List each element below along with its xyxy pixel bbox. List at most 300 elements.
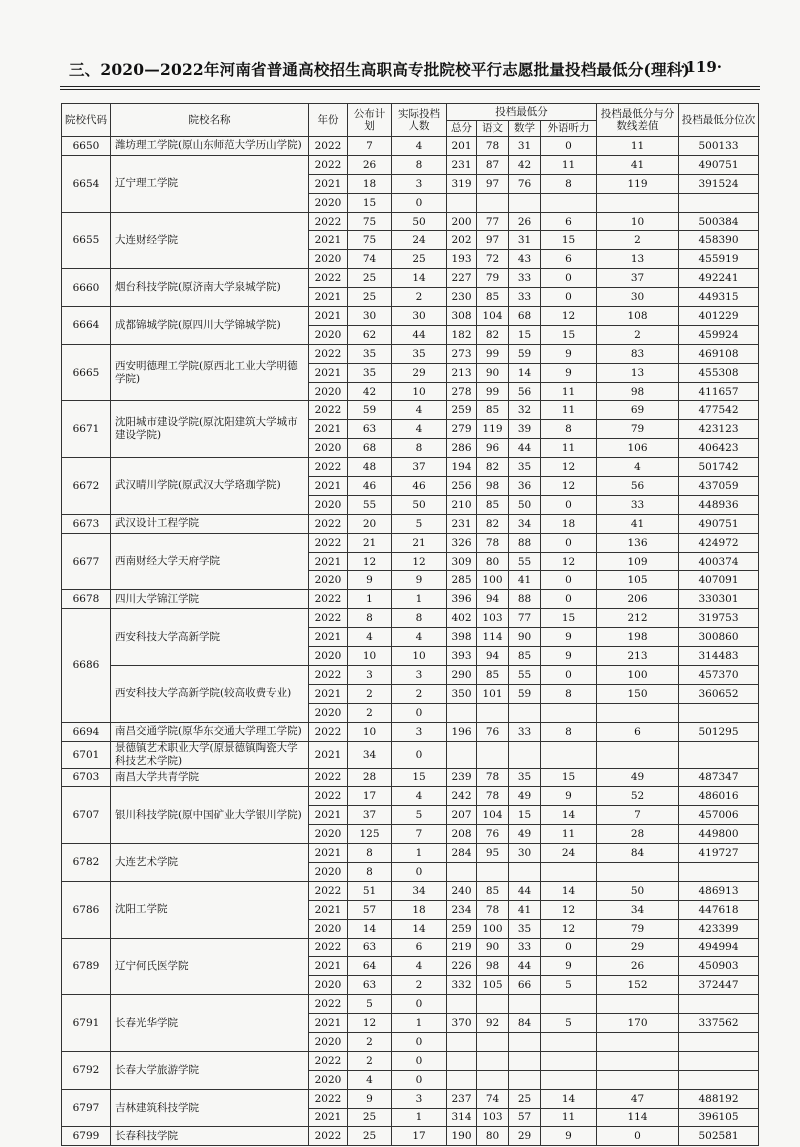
school-code-cell: 6791 — [62, 995, 111, 1052]
admitted-cell: 18 — [392, 900, 447, 919]
score-diff-cell — [597, 995, 679, 1014]
year-cell: 2021 — [309, 363, 348, 382]
foreign-listening-cell — [541, 862, 597, 881]
school-name-cell: 长春光华学院 — [111, 995, 309, 1052]
year-cell: 2022 — [309, 514, 348, 533]
admitted-cell: 8 — [392, 609, 447, 628]
rank-cell: 391524 — [679, 174, 759, 193]
total-score-cell — [447, 1032, 477, 1051]
plan-cell: 35 — [348, 344, 392, 363]
math-score-cell: 56 — [509, 382, 541, 401]
plan-cell: 4 — [348, 628, 392, 647]
table-row — [62, 458, 759, 477]
score-diff-cell — [597, 1070, 679, 1089]
math-score-cell: 26 — [509, 212, 541, 231]
chinese-score-cell: 80 — [477, 1127, 509, 1146]
year-cell: 2020 — [309, 1070, 348, 1089]
year-cell: 2021 — [309, 628, 348, 647]
total-score-cell: 398 — [447, 628, 477, 647]
foreign-listening-cell: 6 — [541, 250, 597, 269]
chinese-score-cell: 104 — [477, 307, 509, 326]
rank-cell: 401229 — [679, 307, 759, 326]
chinese-score-cell: 92 — [477, 1014, 509, 1033]
plan-cell: 12 — [348, 1014, 392, 1033]
school-name-cell: 景德镇艺术职业大学(原景德镇陶瓷大学科技艺术学院) — [111, 741, 309, 768]
math-score-cell: 35 — [509, 919, 541, 938]
year-cell: 2022 — [309, 533, 348, 552]
plan-cell: 75 — [348, 212, 392, 231]
foreign-listening-cell: 9 — [541, 344, 597, 363]
col-header-diff: 投档最低分与分数线差值 — [597, 104, 679, 137]
plan-cell: 37 — [348, 806, 392, 825]
chinese-score-cell: 78 — [477, 533, 509, 552]
math-score-cell: 34 — [509, 514, 541, 533]
school-name-cell: 吉林建筑科技学院 — [111, 1089, 309, 1127]
year-cell: 2020 — [309, 495, 348, 514]
chinese-score-cell — [477, 995, 509, 1014]
plan-cell: 9 — [348, 1089, 392, 1108]
chinese-score-cell: 74 — [477, 1089, 509, 1108]
score-diff-cell: 79 — [597, 420, 679, 439]
plan-cell: 59 — [348, 401, 392, 420]
plan-cell: 74 — [348, 250, 392, 269]
school-code-cell: 6655 — [62, 212, 111, 269]
admitted-cell: 30 — [392, 307, 447, 326]
total-score-cell: 326 — [447, 533, 477, 552]
math-score-cell: 88 — [509, 590, 541, 609]
foreign-listening-cell: 12 — [541, 458, 597, 477]
school-code-cell: 6694 — [62, 722, 111, 741]
foreign-listening-cell: 11 — [541, 1108, 597, 1127]
foreign-listening-cell — [541, 995, 597, 1014]
year-cell: 2020 — [309, 325, 348, 344]
admitted-cell: 1 — [392, 844, 447, 863]
total-score-cell: 234 — [447, 900, 477, 919]
rank-cell: 406423 — [679, 439, 759, 458]
year-cell: 2021 — [309, 684, 348, 703]
school-code-cell: 6665 — [62, 344, 111, 401]
plan-cell: 2 — [348, 1032, 392, 1051]
total-score-cell — [447, 703, 477, 722]
chinese-score-cell — [477, 741, 509, 768]
year-cell: 2020 — [309, 862, 348, 881]
school-name-cell: 武汉设计工程学院 — [111, 514, 309, 533]
school-name-cell: 西安明德理工学院(原西北工业大学明德学院) — [111, 344, 309, 401]
score-diff-cell: 170 — [597, 1014, 679, 1033]
year-cell: 2022 — [309, 458, 348, 477]
foreign-listening-cell: 8 — [541, 174, 597, 193]
admitted-cell: 0 — [392, 1051, 447, 1070]
admitted-cell: 7 — [392, 825, 447, 844]
admitted-cell: 0 — [392, 193, 447, 212]
year-cell: 2022 — [309, 344, 348, 363]
total-score-cell: 309 — [447, 552, 477, 571]
score-diff-cell: 56 — [597, 477, 679, 496]
plan-cell: 9 — [348, 571, 392, 590]
school-name-cell: 西南财经大学天府学院 — [111, 533, 309, 590]
admitted-cell: 35 — [392, 344, 447, 363]
rank-cell: 372447 — [679, 976, 759, 995]
total-score-cell: 396 — [447, 590, 477, 609]
col-header-min-score-group: 投档最低分 — [447, 104, 597, 121]
school-name-cell: 大连艺术学院 — [111, 844, 309, 882]
total-score-cell: 332 — [447, 976, 477, 995]
rank-cell: 448936 — [679, 495, 759, 514]
admitted-cell: 44 — [392, 325, 447, 344]
plan-cell: 8 — [348, 844, 392, 863]
page-number: ·119· — [680, 58, 722, 76]
chinese-score-cell: 96 — [477, 439, 509, 458]
plan-cell: 64 — [348, 957, 392, 976]
math-score-cell: 49 — [509, 787, 541, 806]
header-rule — [60, 89, 760, 90]
school-code-cell: 6797 — [62, 1089, 111, 1127]
school-name-cell: 大连财经学院 — [111, 212, 309, 269]
plan-cell: 4 — [348, 1070, 392, 1089]
chinese-score-cell: 103 — [477, 1108, 509, 1127]
total-score-cell: 290 — [447, 665, 477, 684]
rank-cell — [679, 741, 759, 768]
year-cell: 2021 — [309, 552, 348, 571]
school-code-cell: 6671 — [62, 401, 111, 458]
total-score-cell: 259 — [447, 401, 477, 420]
plan-cell: 8 — [348, 862, 392, 881]
total-score-cell: 256 — [447, 477, 477, 496]
school-code-cell: 6782 — [62, 844, 111, 882]
school-code-cell: 6792 — [62, 1051, 111, 1089]
table-row — [62, 269, 759, 288]
rank-cell: 319753 — [679, 609, 759, 628]
total-score-cell: 308 — [447, 307, 477, 326]
col-header-year: 年份 — [309, 104, 348, 137]
total-score-cell: 201 — [447, 137, 477, 156]
total-score-cell: 259 — [447, 919, 477, 938]
score-diff-cell: 114 — [597, 1108, 679, 1127]
foreign-listening-cell: 0 — [541, 533, 597, 552]
rank-cell: 423123 — [679, 420, 759, 439]
total-score-cell — [447, 995, 477, 1014]
school-name-cell: 沈阳城市建设学院(原沈阳建筑大学城市建设学院) — [111, 401, 309, 458]
school-code-cell: 6686 — [62, 609, 111, 722]
chinese-score-cell — [477, 862, 509, 881]
school-code-cell: 6654 — [62, 155, 111, 212]
admitted-cell: 4 — [392, 420, 447, 439]
chinese-score-cell: 76 — [477, 722, 509, 741]
plan-cell: 25 — [348, 1108, 392, 1127]
math-score-cell: 35 — [509, 768, 541, 787]
plan-cell: 63 — [348, 420, 392, 439]
admitted-cell: 2 — [392, 684, 447, 703]
score-diff-cell: 106 — [597, 439, 679, 458]
plan-cell: 25 — [348, 269, 392, 288]
score-diff-cell — [597, 703, 679, 722]
total-score-cell: 196 — [447, 722, 477, 741]
school-code-cell: 6701 — [62, 741, 111, 768]
score-diff-cell: 30 — [597, 288, 679, 307]
math-score-cell: 33 — [509, 938, 541, 957]
math-score-cell: 33 — [509, 722, 541, 741]
admitted-cell: 17 — [392, 1127, 447, 1146]
rank-cell: 360652 — [679, 684, 759, 703]
plan-cell: 15 — [348, 193, 392, 212]
plan-cell: 8 — [348, 609, 392, 628]
math-score-cell — [509, 1032, 541, 1051]
math-score-cell: 77 — [509, 609, 541, 628]
admitted-cell: 12 — [392, 552, 447, 571]
total-score-cell: 284 — [447, 844, 477, 863]
rank-cell: 492241 — [679, 269, 759, 288]
admitted-cell: 24 — [392, 231, 447, 250]
math-score-cell: 15 — [509, 325, 541, 344]
admitted-cell: 4 — [392, 401, 447, 420]
score-diff-cell: 100 — [597, 665, 679, 684]
foreign-listening-cell: 14 — [541, 806, 597, 825]
foreign-listening-cell — [541, 193, 597, 212]
score-diff-cell: 28 — [597, 825, 679, 844]
rank-cell: 457370 — [679, 665, 759, 684]
math-score-cell: 57 — [509, 1108, 541, 1127]
admitted-cell: 29 — [392, 363, 447, 382]
chinese-score-cell — [477, 1032, 509, 1051]
year-cell: 2022 — [309, 1051, 348, 1070]
total-score-cell: 182 — [447, 325, 477, 344]
plan-cell: 35 — [348, 363, 392, 382]
score-diff-cell: 29 — [597, 938, 679, 957]
chinese-score-cell: 77 — [477, 212, 509, 231]
score-diff-cell: 13 — [597, 363, 679, 382]
year-cell: 2020 — [309, 825, 348, 844]
foreign-listening-cell — [541, 1032, 597, 1051]
school-code-cell: 6678 — [62, 590, 111, 609]
math-score-cell: 68 — [509, 307, 541, 326]
chinese-score-cell: 90 — [477, 363, 509, 382]
score-diff-cell — [597, 862, 679, 881]
admitted-cell: 8 — [392, 155, 447, 174]
rank-cell — [679, 1032, 759, 1051]
chinese-score-cell: 82 — [477, 514, 509, 533]
total-score-cell: 207 — [447, 806, 477, 825]
score-diff-cell: 7 — [597, 806, 679, 825]
math-score-cell: 14 — [509, 363, 541, 382]
admitted-cell: 15 — [392, 768, 447, 787]
foreign-listening-cell: 9 — [541, 1127, 597, 1146]
foreign-listening-cell: 14 — [541, 881, 597, 900]
rank-cell — [679, 995, 759, 1014]
foreign-listening-cell: 9 — [541, 787, 597, 806]
math-score-cell — [509, 741, 541, 768]
math-score-cell: 41 — [509, 571, 541, 590]
rank-cell: 486016 — [679, 787, 759, 806]
chinese-score-cell: 72 — [477, 250, 509, 269]
plan-cell: 10 — [348, 647, 392, 666]
chinese-score-cell: 76 — [477, 825, 509, 844]
admitted-cell: 1 — [392, 1014, 447, 1033]
rank-cell: 500133 — [679, 137, 759, 156]
math-score-cell: 36 — [509, 477, 541, 496]
table-row — [62, 1051, 759, 1070]
foreign-listening-cell — [541, 703, 597, 722]
score-diff-cell — [597, 1051, 679, 1070]
year-cell: 2020 — [309, 382, 348, 401]
year-cell: 2020 — [309, 571, 348, 590]
foreign-listening-cell: 12 — [541, 307, 597, 326]
total-score-cell: 286 — [447, 439, 477, 458]
plan-cell: 26 — [348, 155, 392, 174]
rank-cell: 447618 — [679, 900, 759, 919]
col-header-math: 数学 — [509, 120, 541, 137]
chinese-score-cell — [477, 1051, 509, 1070]
admitted-cell: 1 — [392, 590, 447, 609]
plan-cell: 21 — [348, 533, 392, 552]
score-diff-cell: 34 — [597, 900, 679, 919]
rank-cell: 450903 — [679, 957, 759, 976]
school-code-cell: 6672 — [62, 458, 111, 515]
math-score-cell: 55 — [509, 665, 541, 684]
table-row — [62, 1127, 759, 1146]
rank-cell: 477542 — [679, 401, 759, 420]
math-score-cell — [509, 1070, 541, 1089]
table-row — [62, 514, 759, 533]
plan-cell: 18 — [348, 174, 392, 193]
school-code-cell: 6786 — [62, 881, 111, 938]
chinese-score-cell: 85 — [477, 665, 509, 684]
col-header-rank: 投档最低分位次 — [679, 104, 759, 137]
score-diff-cell: 4 — [597, 458, 679, 477]
year-cell: 2022 — [309, 665, 348, 684]
page-header — [0, 58, 800, 84]
total-score-cell — [447, 741, 477, 768]
chinese-score-cell: 95 — [477, 844, 509, 863]
admission-score-table — [61, 103, 759, 1146]
rank-cell: 400374 — [679, 552, 759, 571]
admitted-cell: 4 — [392, 787, 447, 806]
plan-cell: 51 — [348, 881, 392, 900]
foreign-listening-cell: 0 — [541, 571, 597, 590]
year-cell: 2022 — [309, 609, 348, 628]
chinese-score-cell: 87 — [477, 155, 509, 174]
rank-cell: 419727 — [679, 844, 759, 863]
chinese-score-cell: 79 — [477, 269, 509, 288]
foreign-listening-cell: 0 — [541, 938, 597, 957]
col-header-admitted: 实际投档人数 — [392, 104, 447, 137]
total-score-cell: 231 — [447, 514, 477, 533]
school-name-cell: 南昌大学共青学院 — [111, 768, 309, 787]
chinese-score-cell: 78 — [477, 137, 509, 156]
rank-cell — [679, 1051, 759, 1070]
school-name-cell: 烟台科技学院(原济南大学泉城学院) — [111, 269, 309, 307]
chinese-score-cell: 114 — [477, 628, 509, 647]
rank-cell: 457006 — [679, 806, 759, 825]
admitted-cell: 34 — [392, 881, 447, 900]
table-row — [62, 787, 759, 806]
total-score-cell: 402 — [447, 609, 477, 628]
math-score-cell: 39 — [509, 420, 541, 439]
foreign-listening-cell: 14 — [541, 1089, 597, 1108]
rank-cell: 455919 — [679, 250, 759, 269]
chinese-score-cell: 97 — [477, 231, 509, 250]
year-cell: 2021 — [309, 900, 348, 919]
chinese-score-cell: 85 — [477, 401, 509, 420]
school-name-cell: 西安科技大学高新学院(较高收费专业) — [111, 665, 309, 722]
math-score-cell — [509, 703, 541, 722]
rank-cell: 396105 — [679, 1108, 759, 1127]
foreign-listening-cell: 11 — [541, 155, 597, 174]
year-cell: 2021 — [309, 741, 348, 768]
year-cell: 2022 — [309, 938, 348, 957]
total-score-cell: 219 — [447, 938, 477, 957]
rank-cell: 459924 — [679, 325, 759, 344]
score-diff-cell: 84 — [597, 844, 679, 863]
math-score-cell: 49 — [509, 825, 541, 844]
total-score-cell: 278 — [447, 382, 477, 401]
year-cell: 2021 — [309, 231, 348, 250]
table-row — [62, 212, 759, 231]
chinese-score-cell: 85 — [477, 495, 509, 514]
admitted-cell: 0 — [392, 862, 447, 881]
rank-cell: 486913 — [679, 881, 759, 900]
table-body — [62, 137, 759, 1146]
math-score-cell: 85 — [509, 647, 541, 666]
plan-cell: 17 — [348, 787, 392, 806]
foreign-listening-cell: 15 — [541, 325, 597, 344]
score-diff-cell: 11 — [597, 137, 679, 156]
chinese-score-cell: 85 — [477, 881, 509, 900]
total-score-cell: 227 — [447, 269, 477, 288]
math-score-cell: 31 — [509, 137, 541, 156]
school-code-cell: 6673 — [62, 514, 111, 533]
admitted-cell: 6 — [392, 938, 447, 957]
foreign-listening-cell: 0 — [541, 288, 597, 307]
table-row — [62, 401, 759, 420]
chinese-score-cell: 85 — [477, 288, 509, 307]
year-cell: 2020 — [309, 703, 348, 722]
score-diff-cell: 152 — [597, 976, 679, 995]
chinese-score-cell: 103 — [477, 609, 509, 628]
plan-cell: 125 — [348, 825, 392, 844]
chinese-score-cell: 78 — [477, 900, 509, 919]
score-diff-cell: 79 — [597, 919, 679, 938]
school-name-cell: 长春大学旅游学院 — [111, 1051, 309, 1089]
plan-cell: 75 — [348, 231, 392, 250]
admitted-cell: 50 — [392, 495, 447, 514]
table-row — [62, 722, 759, 741]
math-score-cell: 44 — [509, 957, 541, 976]
total-score-cell: 231 — [447, 155, 477, 174]
school-name-cell: 成都锦城学院(原四川大学锦城学院) — [111, 307, 309, 345]
year-cell: 2020 — [309, 1032, 348, 1051]
year-cell: 2021 — [309, 844, 348, 863]
total-score-cell: 200 — [447, 212, 477, 231]
total-score-cell: 237 — [447, 1089, 477, 1108]
math-score-cell: 43 — [509, 250, 541, 269]
year-cell: 2020 — [309, 250, 348, 269]
foreign-listening-cell: 8 — [541, 420, 597, 439]
foreign-listening-cell: 12 — [541, 919, 597, 938]
table-row — [62, 768, 759, 787]
admitted-cell: 4 — [392, 957, 447, 976]
table-row — [62, 938, 759, 957]
math-score-cell: 50 — [509, 495, 541, 514]
total-score-cell: 240 — [447, 881, 477, 900]
admitted-cell: 5 — [392, 806, 447, 825]
plan-cell: 2 — [348, 684, 392, 703]
chinese-score-cell: 99 — [477, 382, 509, 401]
math-score-cell: 25 — [509, 1089, 541, 1108]
math-score-cell: 88 — [509, 533, 541, 552]
year-cell: 2021 — [309, 288, 348, 307]
math-score-cell: 41 — [509, 900, 541, 919]
total-score-cell — [447, 193, 477, 212]
